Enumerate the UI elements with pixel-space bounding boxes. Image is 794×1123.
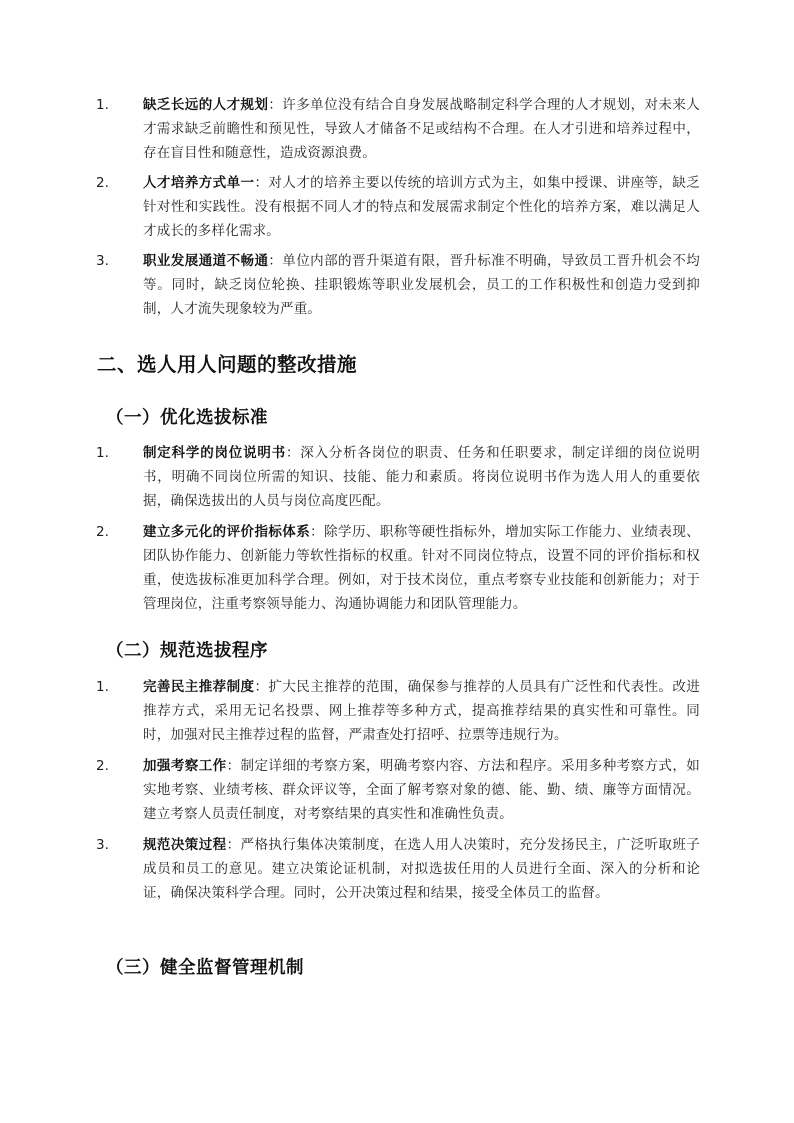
item-text (143, 675, 700, 747)
list-item (0, 249, 794, 327)
list-item (0, 754, 794, 833)
item-title: 缺乏长远的人才规划 (143, 97, 269, 113)
subsection-heading-3: （三）健全监督管理机制 (106, 958, 304, 978)
item-title: 加强考察工作 (143, 758, 227, 774)
item-title: 完善民主推荐制度 (143, 679, 255, 695)
item-title: 制定科学的岗位说明书 (143, 445, 286, 461)
selection-procedure-list (0, 675, 794, 933)
item-title: 人才培养方式单一 (143, 175, 255, 191)
list-item (0, 833, 794, 933)
item-body: ：制定详细的考察方案，明确考察内容、方法和程序。采用多种考察方式，如实地考察、业绩考核、群众评议等，全面了解考察对象的德、能、勤、绩、廉等方面情况。建立考察人员责任制度，对考察结果的真实性和准确性负责。 (143, 758, 700, 822)
item-number: 3. (96, 837, 109, 853)
item-text (143, 833, 700, 905)
item-body: ：深入分析各岗位的职责、任务和任职要求，制定详细的岗位说明书，明确不同岗位所需的知识、技能、能力和素质。将岗位说明书作为选人用人的重要依据，确保选拔出的人员与岗位高度匹配。 (143, 445, 701, 509)
item-number: 1. (96, 445, 109, 461)
item-text (143, 249, 700, 321)
item-number: 1. (96, 679, 109, 695)
item-number: 1. (96, 97, 109, 113)
problem-list (0, 93, 794, 327)
item-text (143, 441, 700, 513)
item-title: 职业发展通道不畅通 (143, 253, 269, 269)
item-text (143, 520, 700, 616)
item-body: ：除学历、职称等硬性指标外，增加实际工作能力、业绩表现、团队协作能力、创新能力等软性指标的权重。针对不同岗位特点，设置不同的评价指标和权重，使选拔标准更加科学合理。例如，对于技术岗位，重点考察专业技能和创新能力；对于管理岗位，注重考察领导能力、沟通协调能力和团队管理能力。 (143, 524, 700, 612)
item-number: 2. (96, 524, 109, 540)
list-item (0, 171, 794, 249)
item-number: 2. (96, 758, 109, 774)
item-title: 规范决策过程 (143, 837, 227, 853)
item-number: 3. (96, 253, 109, 269)
item-text (143, 171, 700, 243)
item-text (143, 93, 700, 165)
item-body: ：对人才的培养主要以传统的培训方式为主，如集中授课、讲座等，缺乏针对性和实践性。没有根据不同人才的特点和发展需求制定个性化的培养方案，难以满足人才成长的多样化需求。 (143, 175, 700, 239)
list-item (0, 441, 794, 520)
list-item (0, 520, 794, 620)
item-body: ：扩大民主推荐的范围，确保参与推荐的人员具有广泛性和代表性。改进推荐方式，采用无记名投票、网上推荐等多种方式，提高推荐结果的真实性和可靠性。同时，加强对民主推荐过程的监督，严肃查处打招呼、拉票等违规行为。 (143, 679, 700, 743)
list-item (0, 93, 794, 171)
item-text (143, 754, 700, 826)
item-title: 建立多元化的评价指标体系 (143, 524, 311, 540)
section-heading: 二、选人用人问题的整改措施 (97, 353, 358, 376)
selection-standard-list (0, 441, 794, 620)
item-number: 2. (96, 175, 109, 191)
list-item (0, 675, 794, 754)
item-body: ：单位内部的晋升渠道有限，晋升标准不明确，导致员工晋升机会不均等。同时，缺乏岗位轮换、挂职锻炼等职业发展机会，员工的工作积极性和创造力受到抑制，人才流失现象较为严重。 (143, 253, 700, 317)
subsection-heading-2: （二）规范选拔程序 (106, 641, 268, 661)
item-body: ：许多单位没有结合自身发展战略制定科学合理的人才规划，对未来人才需求缺乏前瞻性和预见性，导致人才储备不足或结构不合理。在人才引进和培养过程中，存在盲目性和随意性，造成资源浪费。 (143, 97, 700, 161)
subsection-heading-1: （一）优化选拔标准 (106, 408, 268, 428)
item-body: ：严格执行集体决策制度，在选人用人决策时，充分发扬民主，广泛听取班子成员和员工的意见。建立决策论证机制，对拟选拔任用的人员进行全面、深入的分析和论证，确保决策科学合理。同时，公开决策过程和结果，接受全体员工的监督。 (143, 837, 700, 901)
